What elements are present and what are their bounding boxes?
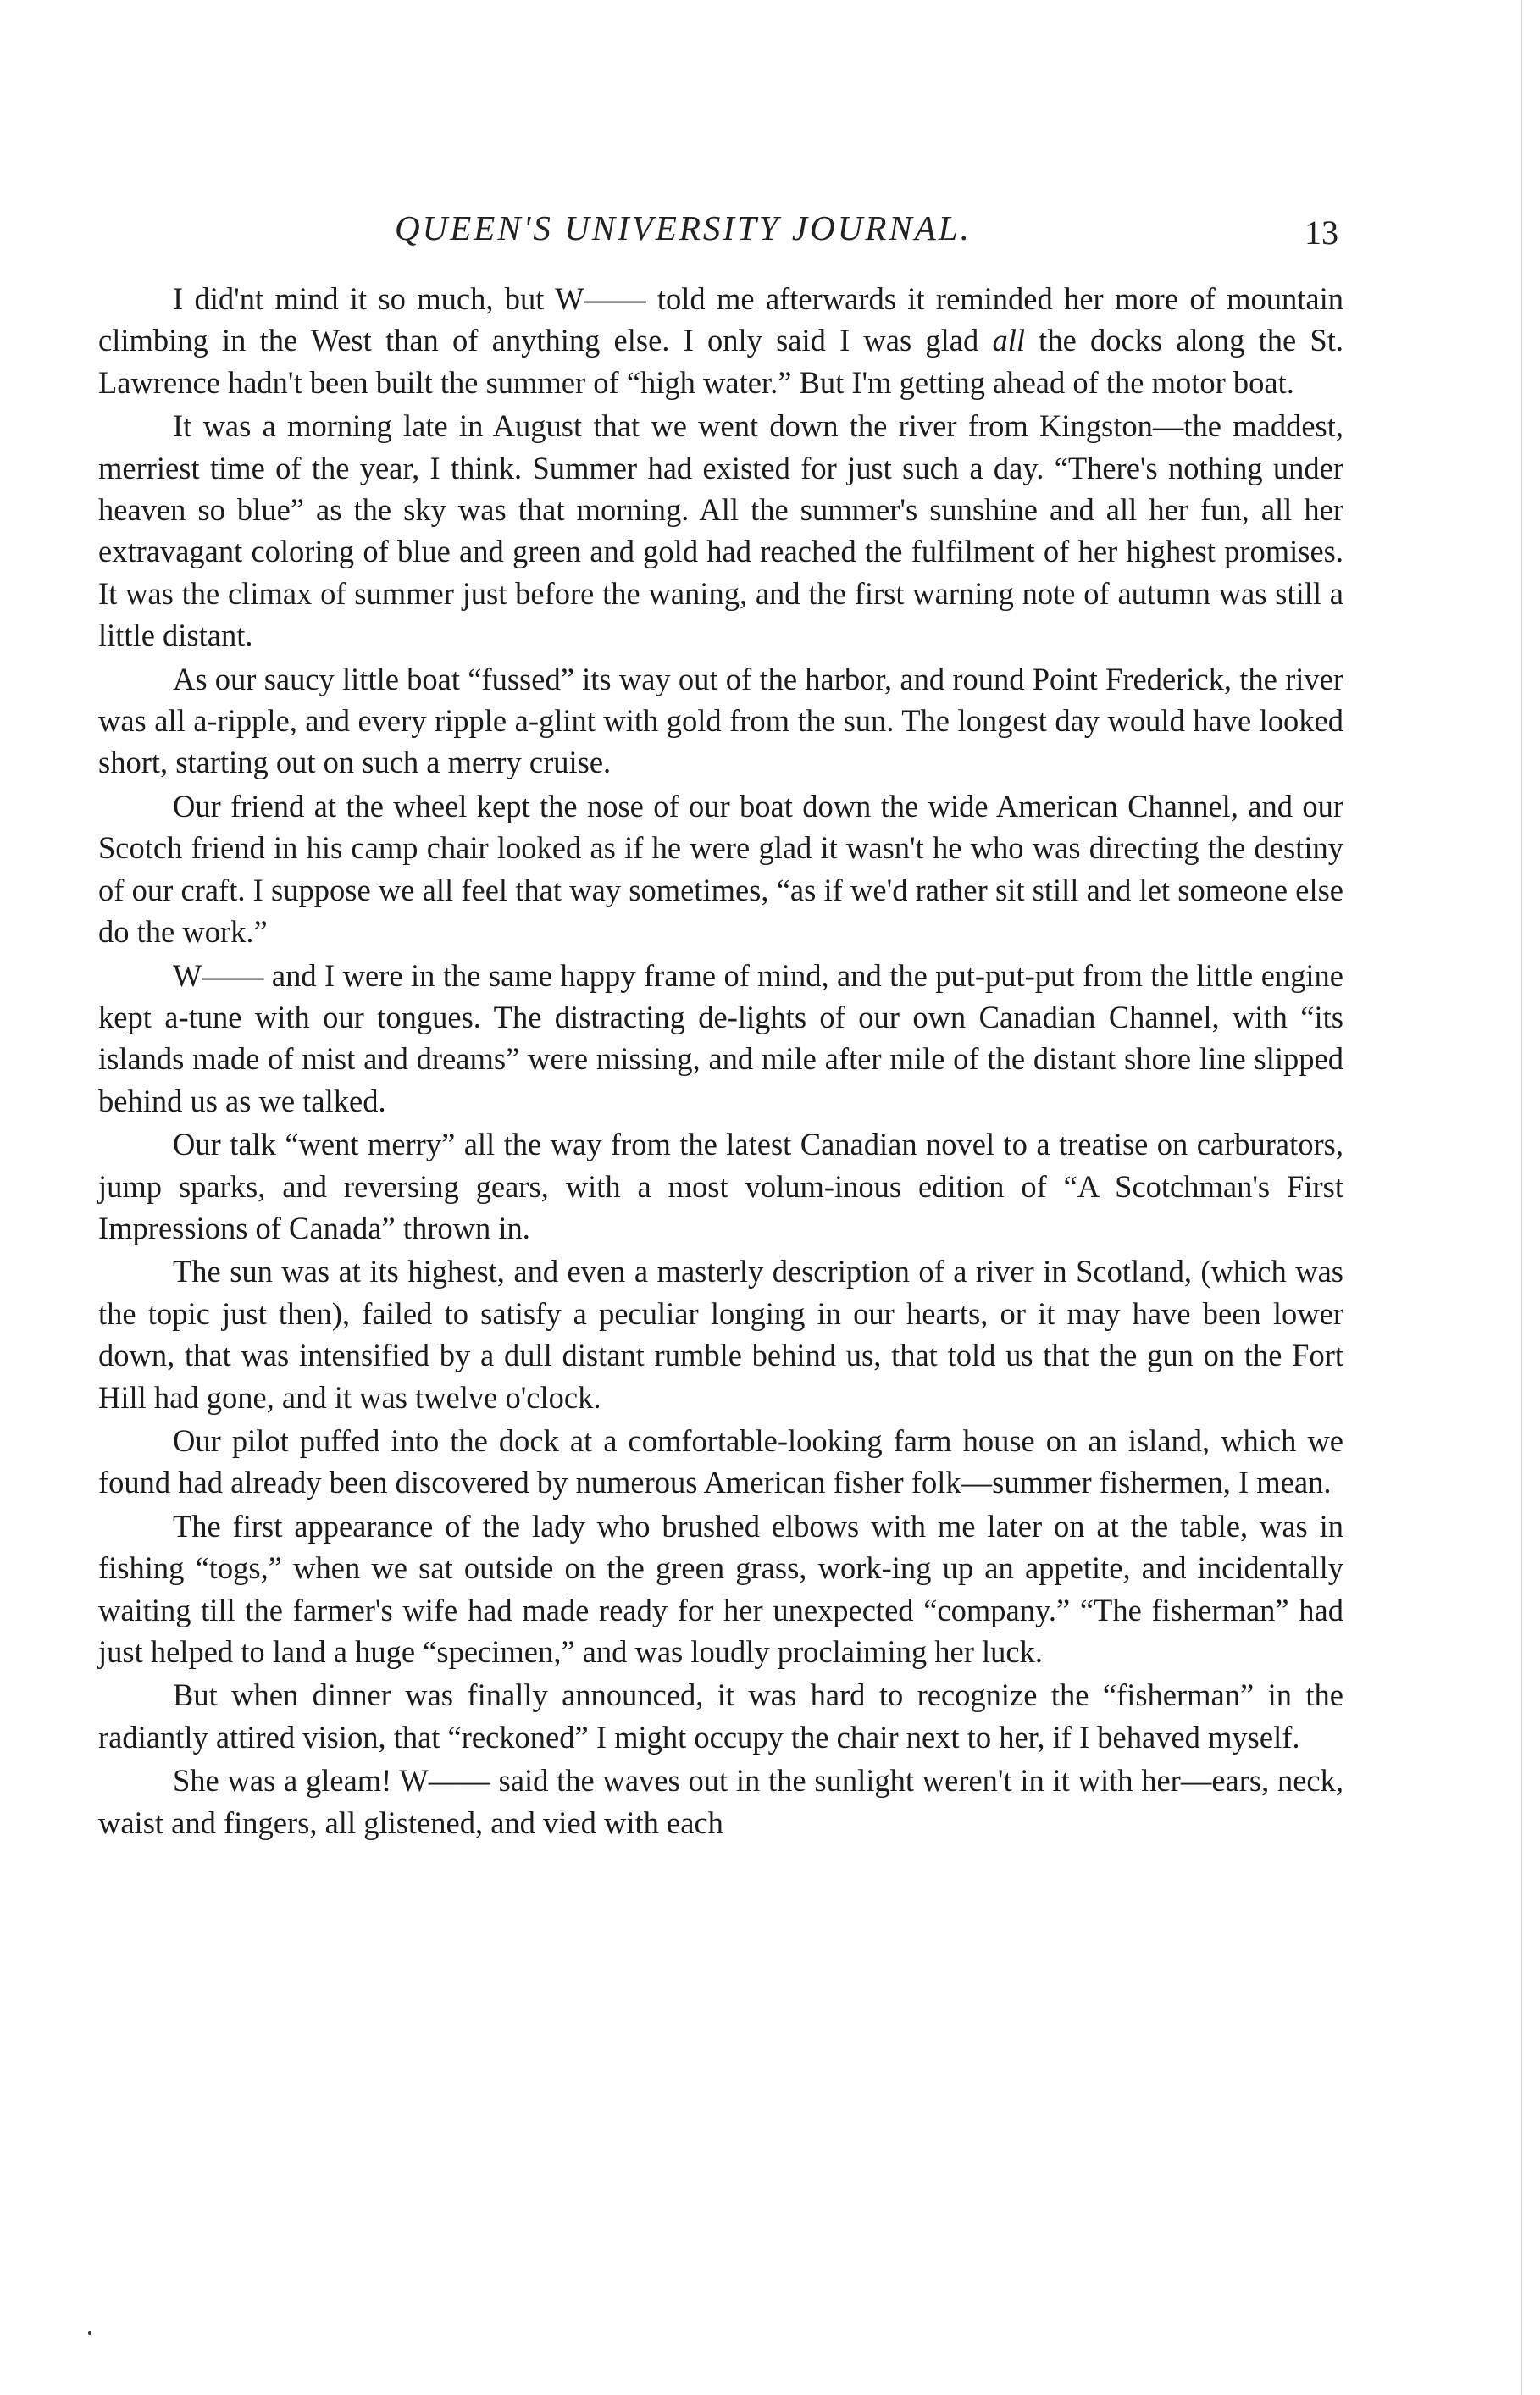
scan-edge-line [1521, 0, 1522, 2395]
article-body [98, 278, 1343, 1845]
paragraph-10: But when dinner was finally announced, it was hard to recognize the “fisherman” in the radiantly attired vision, that “reckoned” I might occupy the chair next to her, if I behaved myself. [98, 1677, 1343, 1755]
scan-speck [88, 2331, 91, 2335]
paragraph-9: The first appearance of the lady who brushed elbows with me later on at the table, was in fishing “togs,” when we sat outside on the green grass, work-ing up an appetite, and incidentally waiting till the farmer's wife had made ready for her unexpected “company.” “The fisherman” had just helped to land a huge “specimen,” and was loudly proclaiming her luck. [98, 1508, 1343, 1669]
paragraph-1-text-end: the docks along the St. Lawrence hadn't been built the summer of “high water.” But I'm getting ahead of the motor boat. [98, 323, 1343, 400]
paragraph-7: The sun was at its highest, and even a masterly description of a river in Scotland, (which was the topic just then), failed to satisfy a peculiar longing in our hearts, or it may have been lower down, that was intensified by a dull distant rumble behind us, that told us that the gun on the Fort Hill had gone, and it was twelve o'clock. [98, 1254, 1343, 1415]
paragraph-1-emphasis: all [992, 323, 1025, 358]
paragraph-1-text-start: I did'nt mind it so much, but W—— told me afterwards it reminded her more of mountain climbing in the West than of anything else. I only said I was glad [98, 281, 1343, 358]
page-number: 13 [1305, 213, 1338, 252]
paragraph-4: Our friend at the wheel kept the nose of our boat down the wide American Channel, and our Scotch friend in his camp chair looked as if he were glad it wasn't he who was directing the destiny of our craft. I suppose we all feel that way sometimes, “as if we'd rather sit still and let someone else do the work.” [98, 788, 1343, 950]
journal-title: QUEEN'S UNIVERSITY JOURNAL. [395, 208, 972, 247]
paragraph-8: Our pilot puffed into the dock at a comfortable-looking farm house on an island, which we found had already been discovered by numerous American fisher folk—summer fishermen, I mean. [98, 1422, 1343, 1500]
paragraph-2: It was a morning late in August that we went down the river from Kingston—the maddest, merriest time of the year, I think. Summer had existed for just such a day. “There's nothing under heaven so blue” as the sky was that morning. All the summer's sunshine and all her fun, all her extravagant coloring of blue and green and gold had reached the fulfilment of her highest promises. It was the climax of summer just before the waning, and the first warning note of autumn was still a little distant. [98, 408, 1343, 653]
running-head [0, 208, 1540, 258]
paragraph-3: As our saucy little boat “fussed” its way out of the harbor, and round Point Frederick, the river was all a-ripple, and every ripple a-glint with gold from the sun. The longest day would have looked short, starting out on such a merry cruise. [98, 661, 1343, 780]
paragraph-1 [98, 278, 1343, 403]
paragraph-6: Our talk “went merry” all the way from the latest Canadian novel to a treatise on carburators, jump sparks, and reversing gears, with a most volum-inous edition of “A Scotchman's First Impressions of Canada” thrown in. [98, 1127, 1343, 1245]
paragraph-11: She was a gleam! W—— said the waves out in the sunlight weren't in it with her—ears, neck, waist and fingers, all glistened, and vied with each [98, 1763, 1343, 1840]
paragraph-5: W—— and I were in the same happy frame of mind, and the put-put-put from the little engine kept a-tune with our tongues. The distracting de-lights of our own Canadian Channel, with “its islands made of mist and dreams” were missing, and mile after mile of the distant shore line slipped behind us as we talked. [98, 957, 1343, 1118]
